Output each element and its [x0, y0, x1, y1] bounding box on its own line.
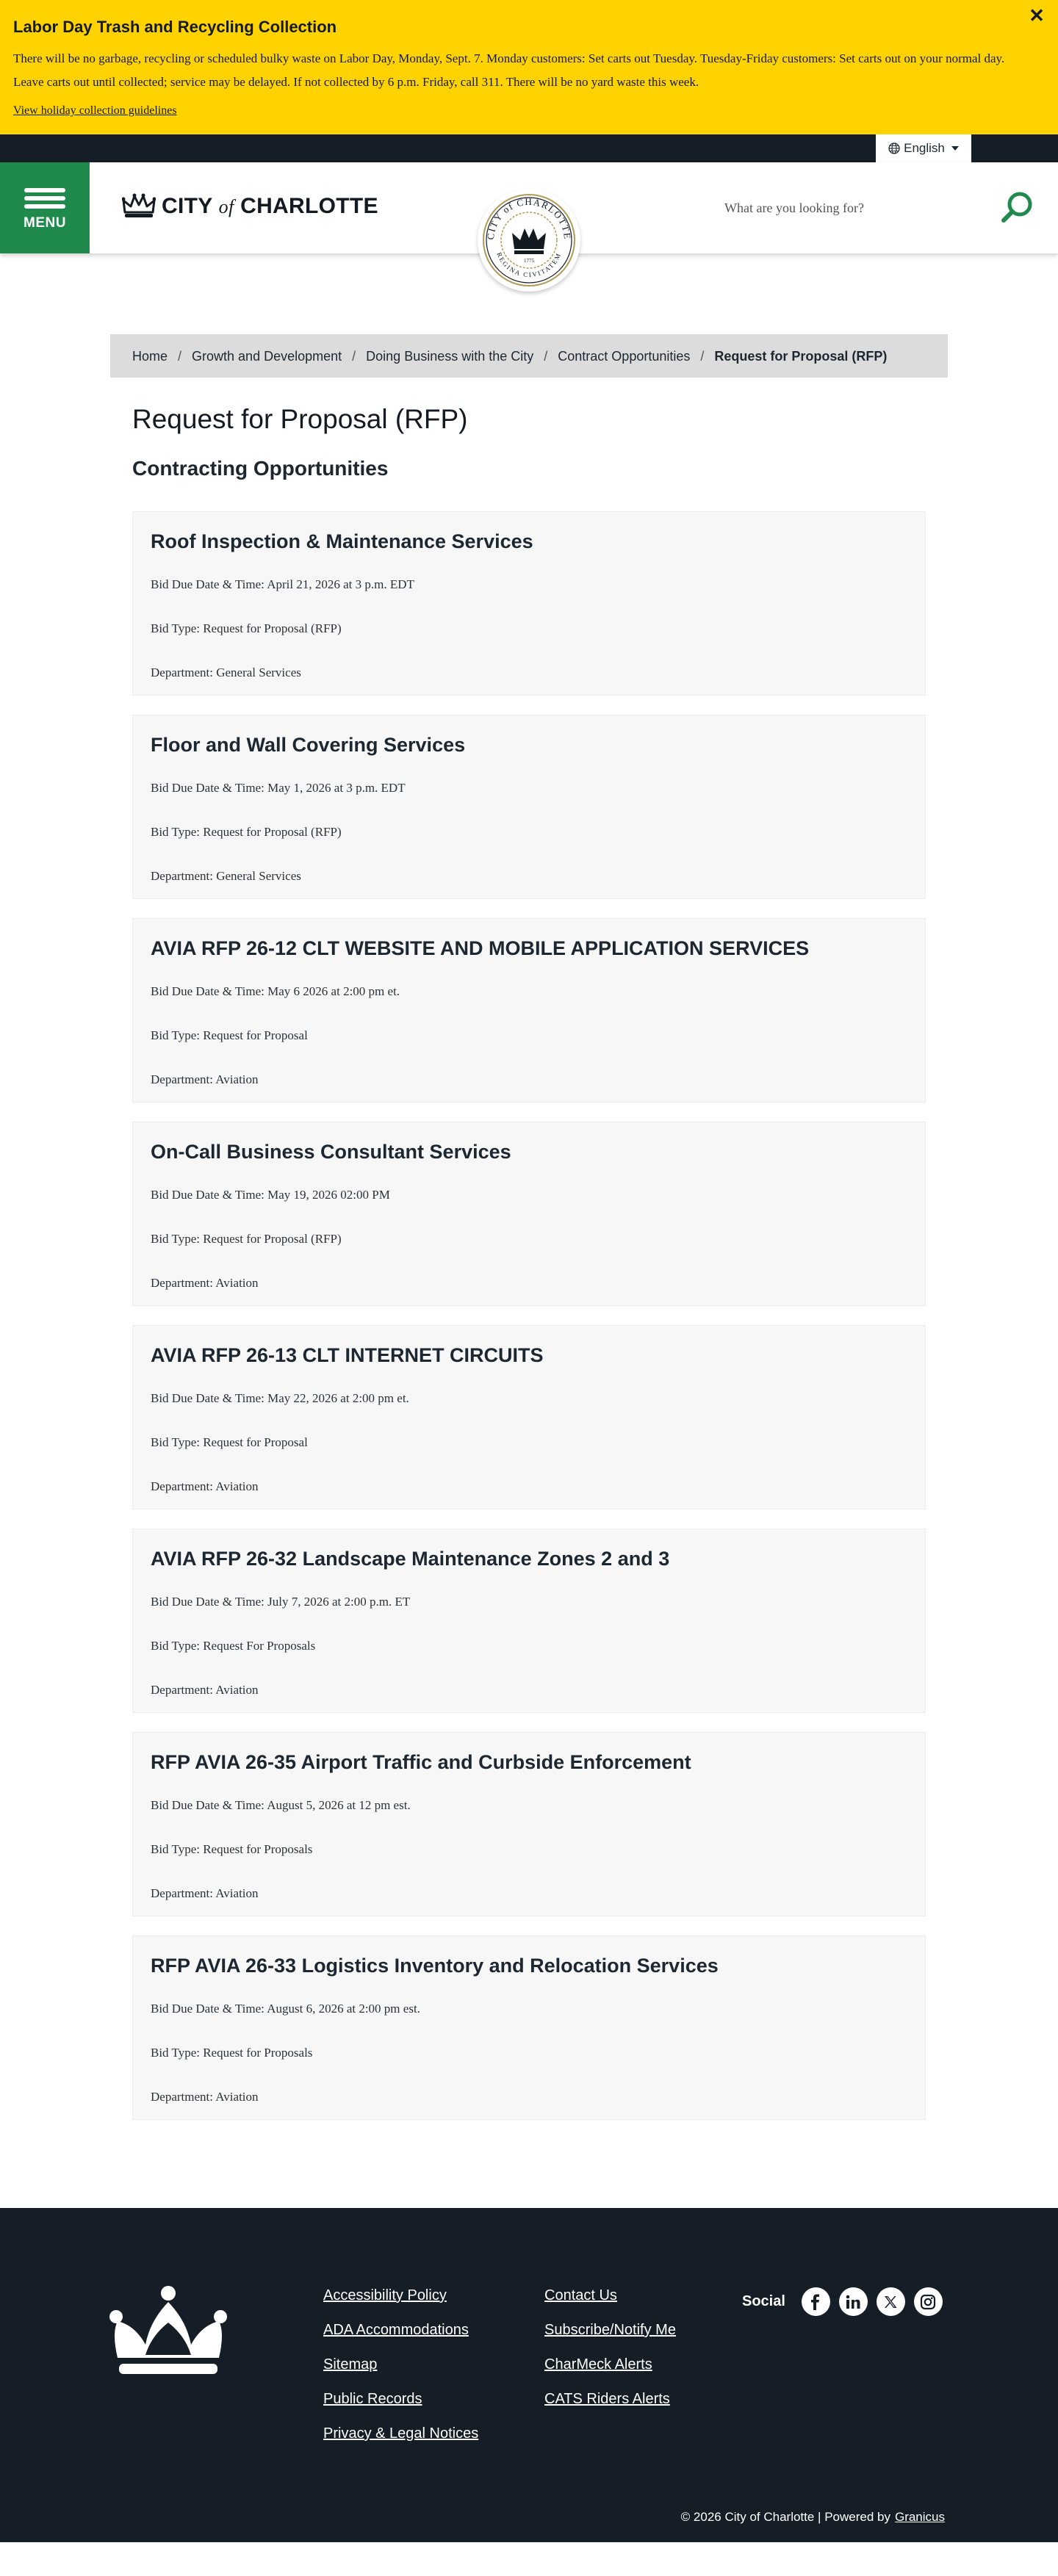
opportunity-card[interactable]	[132, 1732, 926, 1916]
bid-due-date: Bid Due Date & Time: July 7, 2026 at 2:00 p.m. ET	[151, 1595, 411, 1609]
bid-type: Bid Type: Request for Proposal (RFP)	[151, 621, 342, 635]
footer-link-accessibility[interactable]: Accessibility Policy	[323, 2287, 447, 2303]
opportunity-card[interactable]	[132, 1122, 926, 1306]
breadcrumb: Home / Growth and Development / Doing Business with the City / Contract Opportunities / Request for Proposal (RFP)	[110, 334, 948, 378]
opportunity-title[interactable]: AVIA RFP 26-13 CLT INTERNET CIRCUITS	[151, 1344, 544, 1366]
crown-logo-icon[interactable]	[109, 2284, 228, 2383]
department: Department: Aviation	[151, 1072, 259, 1086]
footer-link-cats-alerts[interactable]: CATS Riders Alerts	[544, 2391, 670, 2407]
bid-type: Bid Type: Request for Proposals	[151, 1842, 313, 1856]
close-icon[interactable]: ✕	[1029, 4, 1045, 26]
hamburger-icon	[24, 184, 65, 212]
logo-text: CITY of CHARLOTTE	[162, 194, 378, 218]
bid-type: Bid Type: Request for Proposal (RFP)	[151, 825, 342, 839]
opportunity-card[interactable]	[132, 1325, 926, 1509]
bid-type: Bid Type: Request for Proposal	[151, 1435, 308, 1449]
opportunity-card[interactable]	[132, 918, 926, 1103]
bid-type: Bid Type: Request for Proposal (RFP)	[151, 1232, 342, 1246]
bid-due-date: Bid Due Date & Time: August 5, 2026 at 12 pm est.	[151, 1798, 411, 1812]
instagram-icon[interactable]	[914, 2287, 943, 2316]
alert-banner	[0, 0, 1058, 134]
city-logo[interactable]	[122, 193, 378, 220]
department: Department: Aviation	[151, 1276, 259, 1290]
opportunity-card[interactable]	[132, 511, 926, 696]
breadcrumb-contract-opportunities[interactable]: Contract Opportunities	[558, 349, 691, 364]
alert-title: Labor Day Trash and Recycling Collection	[13, 18, 337, 36]
main-content	[0, 404, 1058, 2120]
bid-due-date: Bid Due Date & Time: May 19, 2026 02:00 PM	[151, 1188, 390, 1202]
opportunity-title[interactable]: AVIA RFP 26-12 CLT WEBSITE AND MOBILE APPLICATION SERVICES	[151, 937, 810, 959]
language-select[interactable]	[876, 134, 971, 162]
search-icon	[999, 190, 1036, 226]
language-bar	[0, 134, 1058, 162]
opportunity-title[interactable]: RFP AVIA 26-35 Airport Traffic and Curbside Enforcement	[151, 1751, 691, 1773]
site-header	[0, 162, 1058, 279]
bid-due-date: Bid Due Date & Time: August 6, 2026 at 2:00 pm est.	[151, 2002, 420, 2016]
facebook-icon[interactable]	[802, 2287, 830, 2316]
social-links	[742, 2287, 943, 2316]
linkedin-icon[interactable]	[839, 2287, 868, 2316]
department: Department: Aviation	[151, 1479, 259, 1493]
opportunity-title[interactable]: On-Call Business Consultant Services	[151, 1141, 511, 1163]
footer-link-subscribe[interactable]: Subscribe/Notify Me	[544, 2322, 676, 2338]
bid-due-date: Bid Due Date & Time: May 6 2026 at 2:00 pm et.	[151, 984, 400, 998]
granicus-link[interactable]: Granicus	[894, 2510, 945, 2524]
copyright	[681, 2510, 945, 2525]
bid-due-date: Bid Due Date & Time: May 1, 2026 at 3 p.m. EDT	[151, 781, 406, 795]
svg-text:1775: 1775	[524, 258, 534, 264]
copyright-text: © 2026 City of Charlotte | Powered by	[680, 2510, 890, 2524]
department: Department: General Services	[151, 665, 301, 679]
footer-links-secondary	[544, 2287, 676, 2425]
opportunity-card[interactable]	[132, 1935, 926, 2120]
page-title: Request for Proposal (RFP)	[132, 404, 468, 434]
chevron-down-icon	[951, 146, 959, 151]
menu-label: MENU	[24, 215, 66, 231]
bid-type: Bid Type: Request for Proposal	[151, 1028, 308, 1042]
opportunity-title[interactable]: RFP AVIA 26-33 Logistics Inventory and Relocation Services	[151, 1955, 719, 1977]
footer-link-sitemap[interactable]: Sitemap	[323, 2356, 378, 2373]
menu-button[interactable]	[0, 162, 90, 253]
svg-text:CITY of CHARLOTTE: CITY of CHARLOTTE	[484, 195, 574, 241]
footer-link-contact[interactable]: Contact Us	[544, 2287, 617, 2303]
crown-icon	[122, 193, 156, 220]
opportunity-title[interactable]: AVIA RFP 26-32 Landscape Maintenance Zones 2 and 3	[151, 1548, 670, 1570]
footer-link-ada[interactable]: ADA Accommodations	[323, 2322, 469, 2338]
breadcrumb-growth-development[interactable]: Growth and Development	[192, 349, 342, 364]
globe-icon	[888, 142, 900, 154]
bid-due-date: Bid Due Date & Time: May 22, 2026 at 2:00 pm et.	[151, 1391, 409, 1405]
search-button[interactable]	[999, 190, 1036, 226]
breadcrumb-doing-business[interactable]: Doing Business with the City	[366, 349, 534, 364]
bid-due-date: Bid Due Date & Time: April 21, 2026 at 3 p.m. EDT	[151, 577, 414, 591]
section-title: Contracting Opportunities	[132, 457, 389, 480]
alert-text: There will be no garbage, recycling or scheduled bulky waste on Labor Day, Monday, Sept. 7. Monday customers: Set carts out Tuesday. Tuesday-Friday customers: Set carts out on your normal day. Leave carts out until collected; service may be delayed. If not collected by 6 p.m. Friday, call 311. There will be no yard waste this week.	[13, 51, 1005, 89]
breadcrumb-home[interactable]: Home	[132, 349, 168, 364]
department: Department: Aviation	[151, 1683, 259, 1697]
x-icon[interactable]	[877, 2287, 905, 2316]
opportunity-title[interactable]: Floor and Wall Covering Services	[151, 734, 466, 756]
opportunity-card[interactable]	[132, 715, 926, 899]
search-input[interactable]	[699, 192, 979, 224]
svg-text:REGINA CIVITATEM: REGINA CIVITATEM	[495, 250, 563, 279]
social-label: Social	[742, 2293, 785, 2309]
department: Department: Aviation	[151, 1886, 259, 1900]
department: Department: General Services	[151, 869, 301, 883]
footer-links-primary	[323, 2287, 478, 2460]
breadcrumb-current: Request for Proposal (RFP)	[714, 349, 888, 364]
seal-icon	[478, 189, 580, 292]
city-seal[interactable]	[478, 189, 580, 292]
bid-type: Bid Type: Request For Proposals	[151, 1639, 316, 1653]
footer-link-charmeck-alerts[interactable]: CharMeck Alerts	[544, 2356, 652, 2373]
language-label: English	[904, 141, 945, 155]
bid-type: Bid Type: Request for Proposals	[151, 2046, 313, 2060]
opportunity-list	[132, 511, 926, 2120]
opportunity-card[interactable]	[132, 1529, 926, 1713]
department: Department: Aviation	[151, 2090, 259, 2104]
opportunity-title[interactable]: Roof Inspection & Maintenance Services	[151, 530, 533, 552]
footer-link-privacy[interactable]: Privacy & Legal Notices	[323, 2425, 479, 2442]
footer-link-public-records[interactable]: Public Records	[323, 2391, 422, 2407]
alert-link[interactable]: View holiday collection guidelines	[13, 104, 177, 117]
site-footer	[0, 2208, 1058, 2542]
